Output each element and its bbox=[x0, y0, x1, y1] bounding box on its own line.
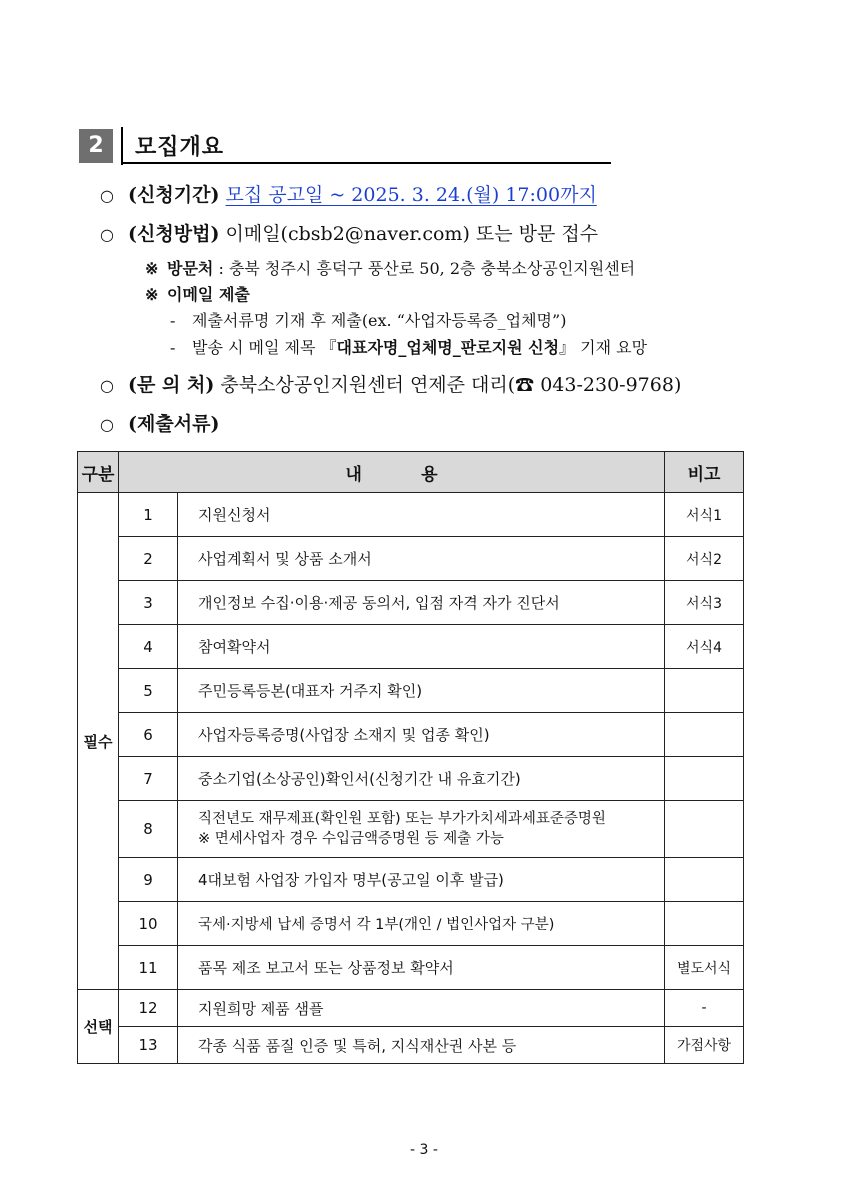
period-value: 모집 공고일 ~ 2025. 3. 24.(월) 17:00까지 bbox=[225, 184, 597, 206]
contact-label: (문 의 처) bbox=[128, 374, 215, 396]
table-row bbox=[78, 713, 744, 757]
row-content: 사업계획서 및 상품 소개서 bbox=[178, 537, 665, 581]
row-number: 10 bbox=[119, 902, 178, 946]
method-value: 이메일(cbsb2@naver.com) 또는 방문 접수 bbox=[225, 223, 599, 245]
row-content: 참여확약서 bbox=[178, 625, 665, 669]
row-content: 국세·지방세 납세 증명서 각 1부(개인 / 법인사업자 구분) bbox=[178, 902, 665, 946]
bullet-period bbox=[100, 180, 597, 207]
row-content-line: 직전년도 재무제표(확인원 포함) 또는 부가가치세과세표준증명원 bbox=[198, 811, 606, 827]
visit-value: : 충북 청주시 흥덕구 풍산로 50, 2층 충북소상공인지원센터 bbox=[213, 259, 636, 278]
row-number: 5 bbox=[119, 669, 178, 713]
table-row bbox=[78, 946, 744, 990]
row-number: 6 bbox=[119, 713, 178, 757]
header-note: 비고 bbox=[665, 452, 744, 493]
bullet-contact bbox=[100, 370, 681, 397]
page-number: - 3 - bbox=[410, 1142, 438, 1158]
row-note bbox=[665, 858, 744, 902]
row-content: 품목 제조 보고서 또는 상품정보 확약서 bbox=[178, 946, 665, 990]
section-divider bbox=[121, 127, 123, 165]
row-note bbox=[665, 669, 744, 713]
header-content: 내 용 bbox=[119, 452, 665, 493]
row-content: 주민등록등본(대표자 거주지 확인) bbox=[178, 669, 665, 713]
row-number: 4 bbox=[119, 625, 178, 669]
dash-mark: - bbox=[170, 311, 176, 330]
table-row bbox=[78, 669, 744, 713]
row-note bbox=[665, 902, 744, 946]
row-content: 개인정보 수집·이용·제공 동의서, 입점 자격 자가 진단서 bbox=[178, 581, 665, 625]
table-row bbox=[78, 493, 744, 537]
row-number: 7 bbox=[119, 757, 178, 801]
visit-info bbox=[145, 256, 635, 279]
row-note: 가점사항 bbox=[665, 1027, 744, 1064]
row-number: 8 bbox=[119, 801, 178, 858]
period-label: (신청기간) bbox=[128, 184, 220, 206]
email-subject-format: 대표자명_업체명_판로지원 신청 bbox=[336, 338, 560, 357]
email-item bbox=[170, 308, 566, 331]
row-content-note: ※ 면세사업자 경우 수입금액증명원 등 제출 가능 bbox=[198, 831, 504, 847]
row-note: - bbox=[665, 990, 744, 1027]
section-header bbox=[79, 127, 611, 165]
row-note: 서식4 bbox=[665, 625, 744, 669]
row-number: 2 bbox=[119, 537, 178, 581]
table-header-row bbox=[78, 452, 744, 493]
email-info bbox=[145, 282, 250, 305]
row-content: 각종 식품 품질 인증 및 특허, 지식재산권 사본 등 bbox=[178, 1027, 665, 1064]
circle-bullet-icon: ○ bbox=[100, 186, 114, 205]
section-underline bbox=[121, 162, 611, 164]
table-row bbox=[78, 537, 744, 581]
row-content: 사업자등록증명(사업장 소재지 및 업종 확인) bbox=[178, 713, 665, 757]
email-subject-suffix: 』 기재 요망 bbox=[559, 338, 648, 357]
method-label: (신청방법) bbox=[128, 223, 220, 245]
circle-bullet-icon: ○ bbox=[100, 415, 114, 434]
row-note: 서식3 bbox=[665, 581, 744, 625]
row-note: 별도서식 bbox=[665, 946, 744, 990]
row-content: 지원희망 제품 샘플 bbox=[178, 990, 665, 1027]
circle-bullet-icon: ○ bbox=[100, 225, 114, 244]
dash-mark: - bbox=[170, 338, 176, 357]
section-title: 모집개요 bbox=[135, 134, 225, 160]
section-number: 2 bbox=[79, 129, 113, 163]
row-number: 12 bbox=[119, 990, 178, 1027]
row-number: 3 bbox=[119, 581, 178, 625]
email-label: 이메일 제출 bbox=[167, 285, 250, 304]
row-content: 지원신청서 bbox=[178, 493, 665, 537]
table-row bbox=[78, 990, 744, 1027]
note-mark-icon: ※ bbox=[145, 259, 159, 278]
row-note bbox=[665, 801, 744, 858]
bullet-method bbox=[100, 219, 598, 246]
category-optional: 선택 bbox=[78, 990, 119, 1064]
row-content bbox=[178, 801, 665, 858]
table-row bbox=[78, 757, 744, 801]
documents-table bbox=[77, 451, 744, 1064]
email-item-text: 제출서류명 기재 후 제출(ex. “사업자등록증_업체명”) bbox=[192, 311, 567, 330]
row-number: 11 bbox=[119, 946, 178, 990]
docs-label: (제출서류) bbox=[128, 413, 220, 435]
contact-value: 충북소상공인지원센터 연제준 대리(☎ 043-230-9768) bbox=[220, 374, 682, 396]
header-category: 구분 bbox=[78, 452, 119, 493]
table-row bbox=[78, 581, 744, 625]
category-required: 필수 bbox=[78, 493, 119, 990]
visit-label: 방문처 bbox=[167, 259, 214, 278]
table-row bbox=[78, 801, 744, 858]
row-note: 서식1 bbox=[665, 493, 744, 537]
email-subject-prefix: 발송 시 메일 제목 『 bbox=[192, 338, 337, 357]
table-row bbox=[78, 625, 744, 669]
row-note bbox=[665, 757, 744, 801]
table-row bbox=[78, 1027, 744, 1064]
bullet-docs bbox=[100, 409, 219, 436]
note-mark-icon: ※ bbox=[145, 285, 159, 304]
row-number: 1 bbox=[119, 493, 178, 537]
row-note bbox=[665, 713, 744, 757]
row-content: 4대보험 사업장 가입자 명부(공고일 이후 발급) bbox=[178, 858, 665, 902]
circle-bullet-icon: ○ bbox=[100, 376, 114, 395]
table-row bbox=[78, 902, 744, 946]
row-number: 9 bbox=[119, 858, 178, 902]
row-number: 13 bbox=[119, 1027, 178, 1064]
row-content: 중소기업(소상공인)확인서(신청기간 내 유효기간) bbox=[178, 757, 665, 801]
table-row bbox=[78, 858, 744, 902]
email-item bbox=[170, 335, 647, 358]
row-note: 서식2 bbox=[665, 537, 744, 581]
